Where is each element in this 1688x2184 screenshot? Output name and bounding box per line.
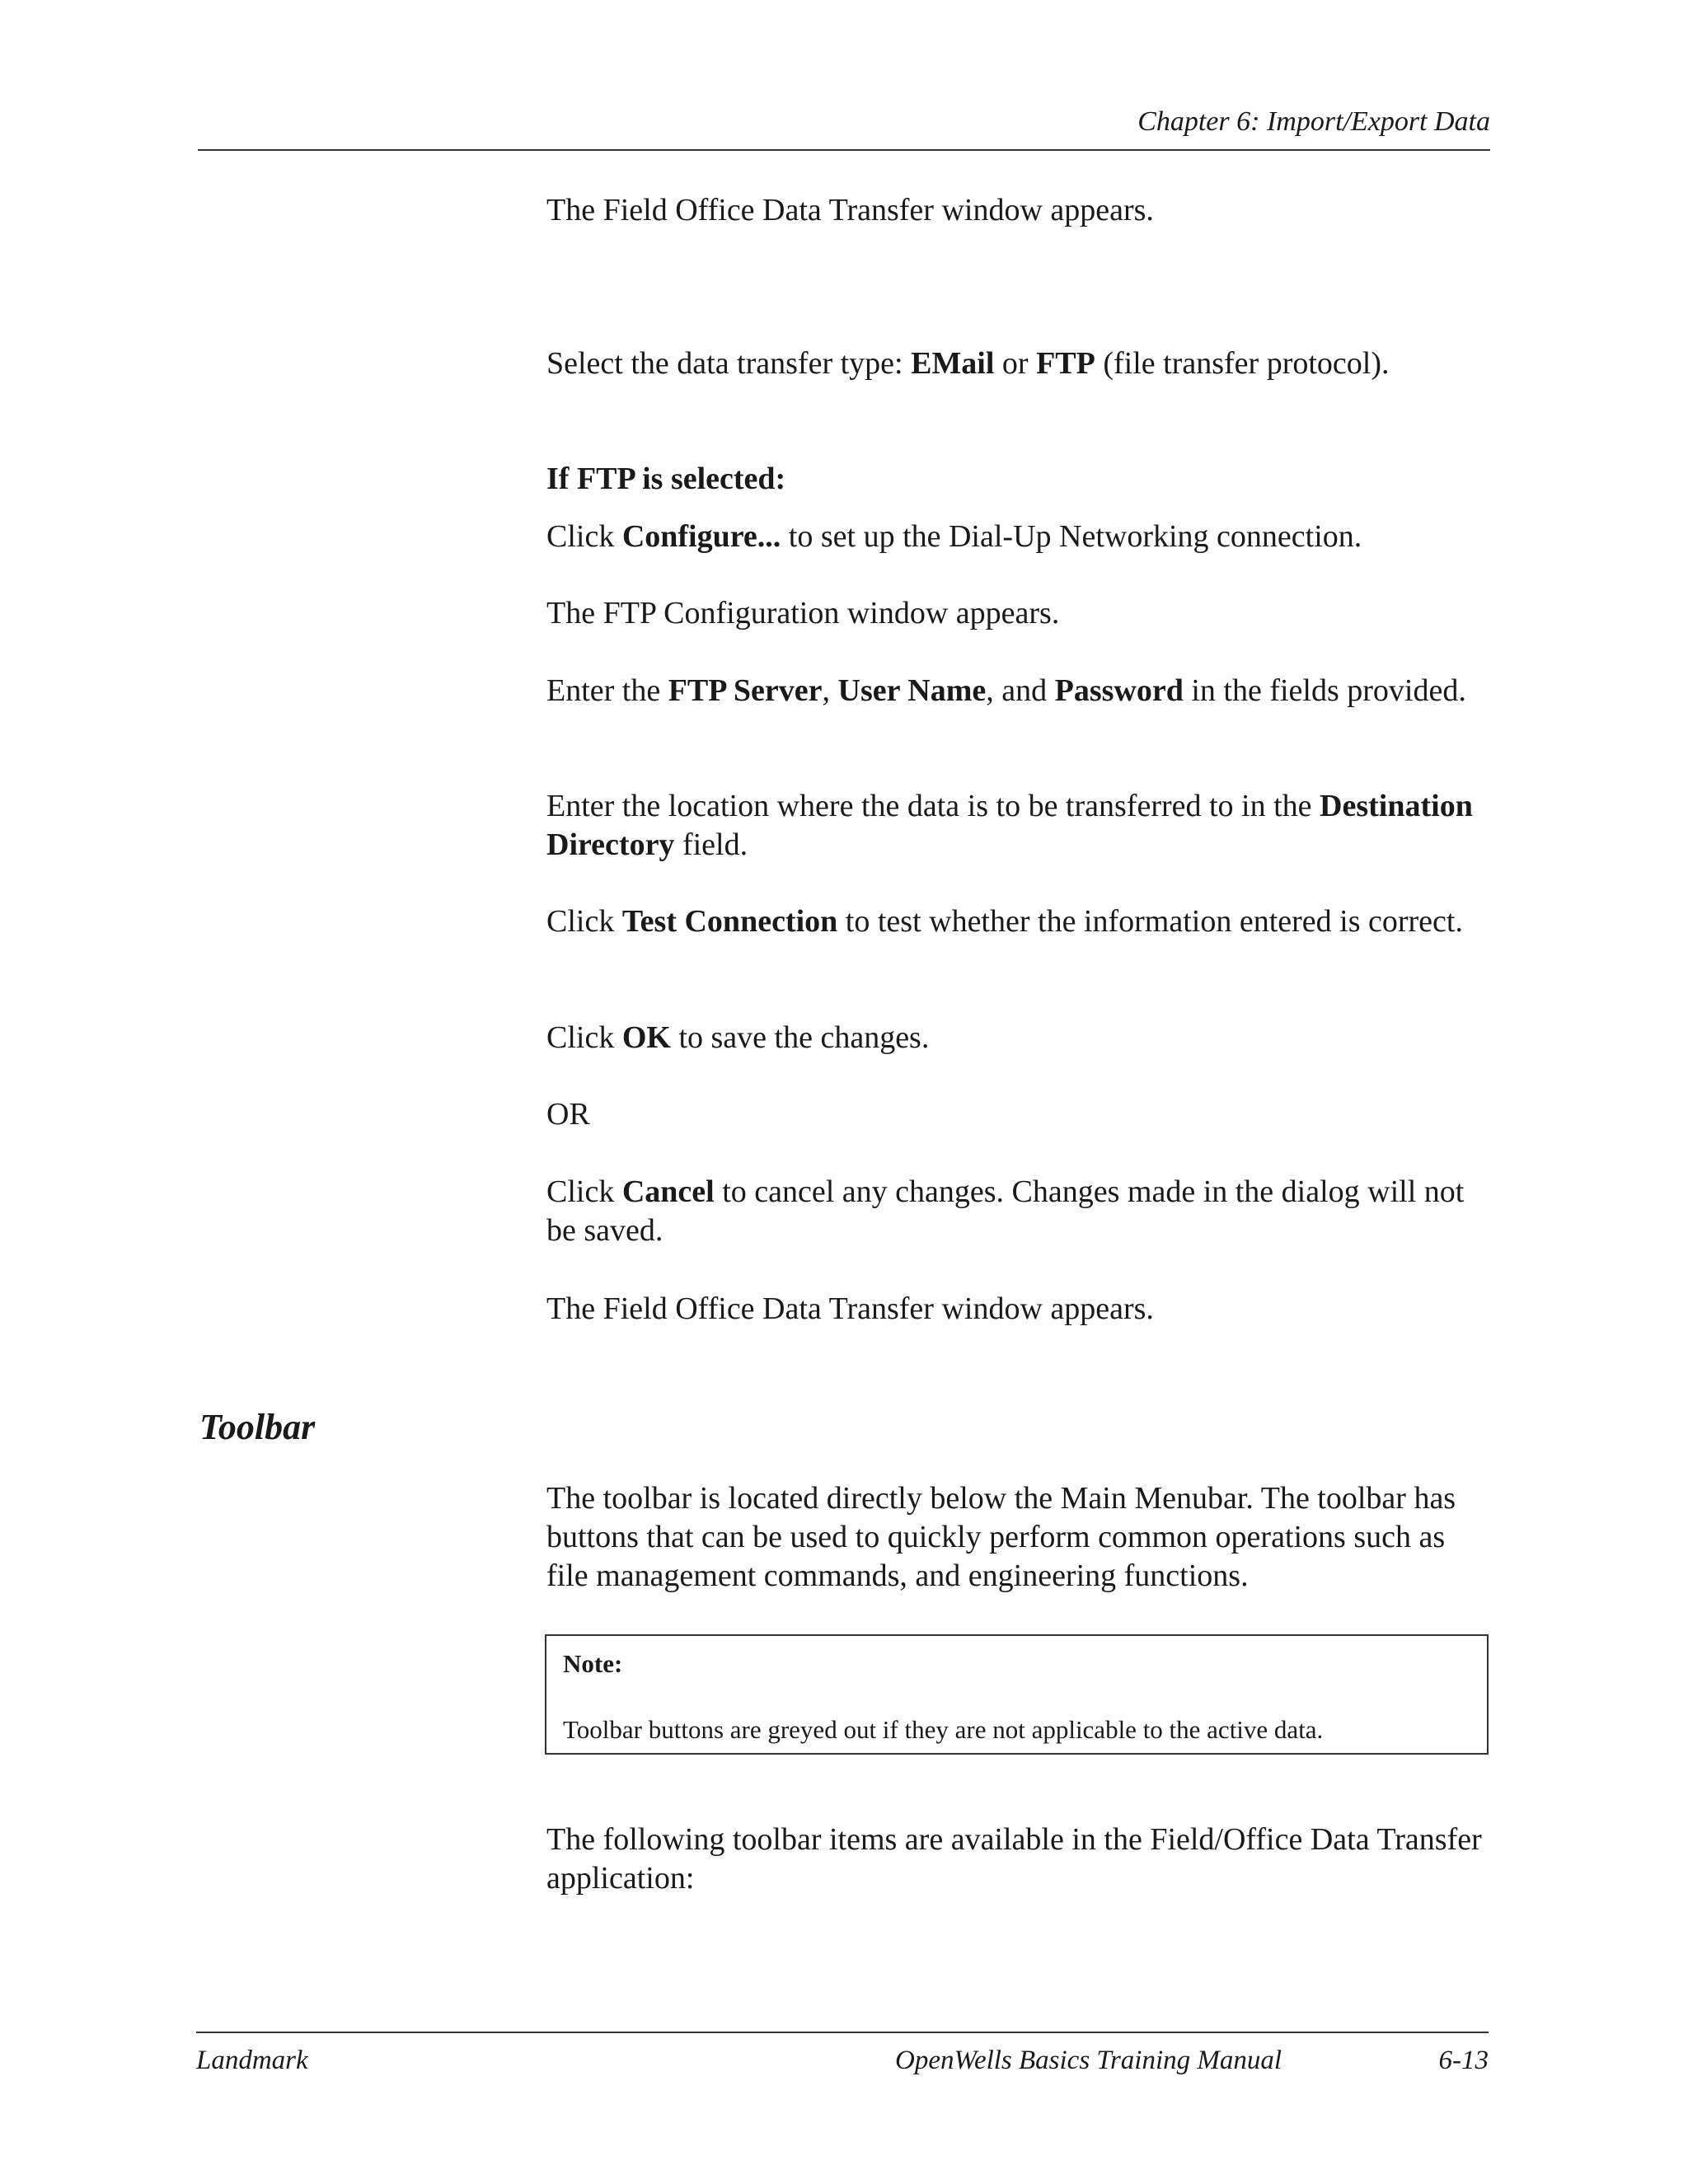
text: Click xyxy=(546,904,622,939)
footer-page-number: 6-13 xyxy=(1438,2046,1489,2075)
text: in the fields provided. xyxy=(1183,673,1466,708)
text: field. xyxy=(674,827,748,862)
text: to test whether the information entered is correct. xyxy=(837,904,1463,939)
footer-rule xyxy=(196,2032,1489,2033)
destination-directory-label: Destination Directory xyxy=(546,789,1473,862)
paragraph-test-connection xyxy=(546,902,1490,941)
ok-label: OK xyxy=(621,1020,671,1055)
text: , xyxy=(822,673,838,708)
ftp-option-label: FTP xyxy=(1036,346,1095,381)
footer-publisher: Landmark xyxy=(196,2046,308,2075)
paragraph-destination xyxy=(546,787,1490,865)
paragraph-or xyxy=(546,1095,1490,1134)
cancel-label: Cancel xyxy=(621,1174,715,1209)
paragraph-cancel xyxy=(546,1173,1490,1250)
paragraph-configure xyxy=(546,518,1490,556)
paragraph-text: OR xyxy=(546,1097,590,1132)
test-connection-label: Test Connection xyxy=(621,904,838,939)
note-label: Note: xyxy=(563,1649,623,1678)
text: , and xyxy=(986,673,1055,708)
paragraph-following-items xyxy=(546,1821,1490,1898)
header-rule xyxy=(198,149,1490,151)
text: Click xyxy=(546,1020,622,1055)
note-text: Toolbar buttons are greyed out if they are not applicable to the active data. xyxy=(563,1715,1324,1744)
text: (file transfer protocol). xyxy=(1095,346,1390,381)
paragraph-text: The FTP Configuration window appears. xyxy=(546,596,1060,630)
paragraph-ok xyxy=(546,1019,1490,1057)
text: Click xyxy=(546,519,622,554)
paragraph-text: The following toolbar items are available in the Field/Office Data Transfer application: xyxy=(546,1822,1482,1896)
paragraph-ftp-config-appears xyxy=(546,594,1490,633)
text: to cancel any changes. Changes made in the dialog will not be saved. xyxy=(546,1174,1465,1248)
paragraph-transfer-type xyxy=(546,344,1490,383)
paragraph-text: The Field Office Data Transfer window appears. xyxy=(546,193,1154,227)
ftp-subheading xyxy=(546,460,1490,499)
paragraph-window-appears xyxy=(546,191,1490,230)
text: Enter the xyxy=(546,673,668,708)
paragraph-text: The toolbar is located directly below the Main Menubar. The toolbar has buttons that can be used to quickly perform common operations such as file management commands, and engineering functions. xyxy=(546,1481,1456,1593)
email-option-label: EMail xyxy=(911,346,995,381)
text: Click xyxy=(546,1174,622,1209)
paragraph-window-appears-again xyxy=(546,1290,1490,1329)
user-name-label: User Name xyxy=(837,673,987,708)
footer-manual-title: OpenWells Basics Training Manual xyxy=(895,2046,1282,2075)
text: to save the changes. xyxy=(670,1020,930,1055)
ftp-server-label: FTP Server xyxy=(668,673,823,708)
text: or xyxy=(994,346,1037,381)
paragraph-text: The Field Office Data Transfer window appears. xyxy=(546,1291,1154,1326)
paragraph-toolbar-intro xyxy=(546,1479,1490,1596)
configure-label: Configure... xyxy=(621,519,781,554)
password-label: Password xyxy=(1054,673,1184,708)
text: Select the data transfer type: xyxy=(546,346,912,381)
running-header: Chapter 6: Import/Export Data xyxy=(1137,106,1490,137)
section-title-toolbar: Toolbar xyxy=(199,1407,316,1447)
text: to set up the Dial-Up Networking connection. xyxy=(781,519,1362,554)
paragraph-enter-credentials xyxy=(546,672,1490,710)
note-box xyxy=(545,1634,1489,1755)
text: Enter the location where the data is to be transferred to in the xyxy=(546,789,1320,823)
subheading-text: If FTP is selected: xyxy=(546,462,786,496)
